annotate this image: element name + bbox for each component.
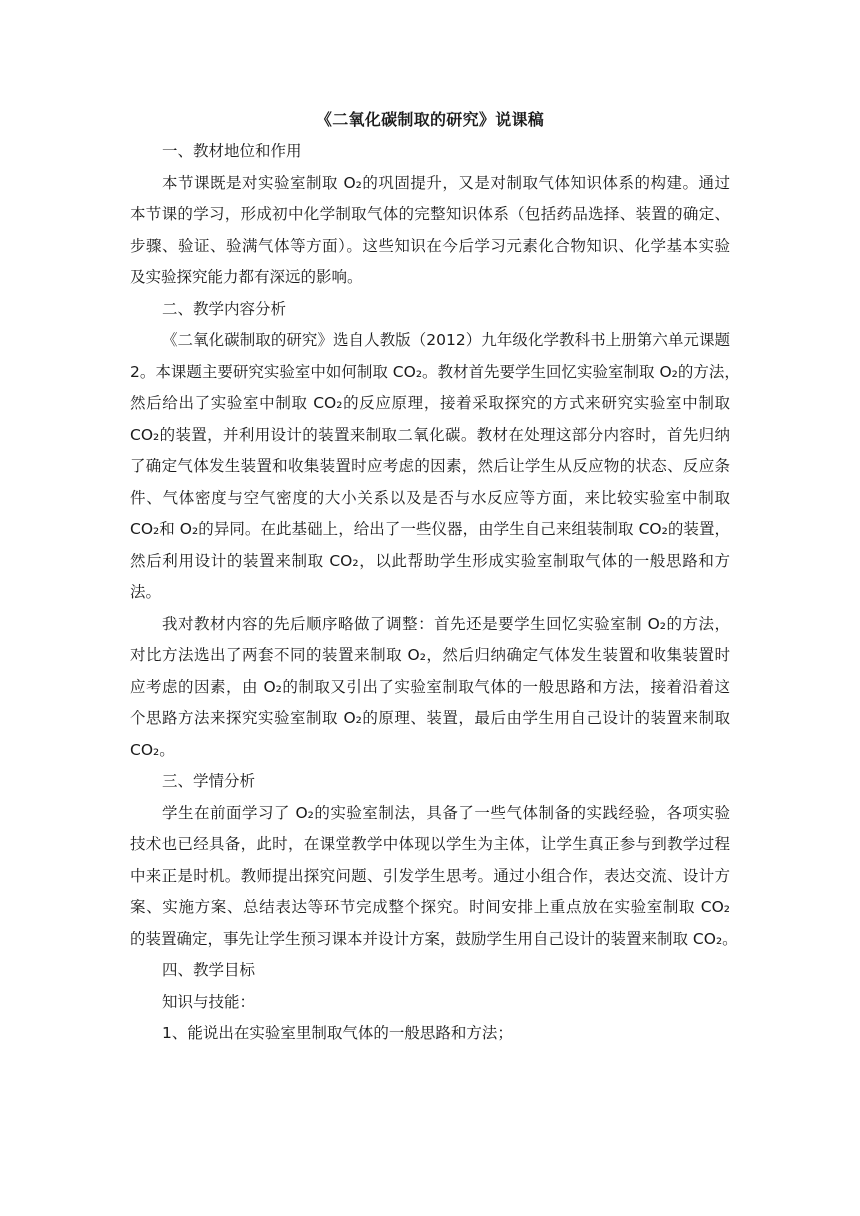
paragraph-line: CO₂和 O₂的异同。在此基础上，给出了一些仪器，由学生自己来组装制取 CO₂的装置， (130, 520, 730, 538)
paragraph-line: 步骤、验证、验满气体等方面）。这些知识在今后学习元素化合物知识、化学基本实验 (130, 236, 730, 255)
section-heading: 四、教学目标 (162, 961, 256, 979)
paragraph-line: 2。本课题主要研究实验室中如何制取 CO₂。教材首先要学生回忆实验室制取 O₂的方法， (130, 362, 740, 381)
paragraph-line: 《二氧化碳制取的研究》选自人教版（2012）九年级化学教科书上册第六单元课题 (162, 331, 730, 349)
paragraph-line: 然后利用设计的装置来制取 CO₂，以此帮助学生形成实验室制取气体的一般思路和方 (130, 551, 730, 570)
section-heading: 二、教学内容分析 (162, 299, 287, 318)
document-paragraphs (130, 136, 740, 1050)
paragraph-line: 的装置确定，事先让学生预习课本并设计方案，鼓励学生用自己设计的装置来制取 CO₂。 (130, 929, 738, 948)
paragraph-line: 本节课的学习，形成初中化学制取气体的完整知识体系（包括药品选择、装置的确定、 (130, 205, 730, 223)
document-title: 《二氧化碳制取的研究》说课稿 (315, 110, 545, 129)
document-body (130, 108, 740, 1050)
section-heading: 知识与技能： (162, 992, 256, 1011)
section-heading: 1、能说出在实验室里制取气体的一般思路和方法； (162, 1024, 513, 1042)
paragraph-line: 案、实施方案、总结表达等环节完成整个探究。时间安排上重点放在实验室制取 CO₂ (130, 898, 730, 916)
paragraph-line: 应考虑的因素，由 O₂的制取又引出了实验室制取气体的一般思路和方法，接着沿着这 (130, 677, 730, 696)
section-heading: 三、学情分析 (162, 772, 256, 790)
paragraph-line: 学生在前面学习了 O₂的实验室制法，具备了一些气体制备的实践经验，各项实验 (162, 803, 730, 822)
paragraph-line: 件、气体密度与空气密度的大小关系以及是否与水反应等方面，来比较实验室中制取 (130, 488, 730, 507)
paragraph-line: 及实验探究能力都有深远的影响。 (130, 268, 363, 286)
paragraph-line: CO₂的装置，并利用设计的装置来制取二氧化碳。教材在处理这部分内容时，首先归纳 (130, 425, 730, 444)
paragraph-line: 本节课既是对实验室制取 O₂的巩固提升，又是对制取气体知识体系的构建。通过 (162, 173, 730, 192)
paragraph-line: 技术也已经具备，此时，在课堂教学中体现以学生为主体，让学生真正参与到教学过程 (130, 835, 730, 853)
paragraph-line: 然后给出了实验室中制取 CO₂的反应原理，接着采取探究的方式来研究实验室中制取 (130, 394, 730, 412)
paragraph-line: 我对教材内容的先后顺序略做了调整：首先还是要学生回忆实验室制 O₂的方法， (162, 614, 730, 633)
paragraph-line: 法。 (130, 583, 162, 601)
section-heading: 一、教材地位和作用 (162, 142, 302, 160)
paragraph-line: 了确定气体发生装置和收集装置时应考虑的因素，然后让学生从反应物的状态、反应条 (130, 457, 730, 475)
paragraph-line: 对比方法选出了两套不同的装置来制取 O₂，然后归纳确定气体发生装置和收集装置时 (130, 646, 730, 664)
paragraph-line: 个思路方法来探究实验室制取 O₂的原理、装置，最后由学生用自己设计的装置来制取 (130, 709, 730, 727)
paragraph-line: 中来正是时机。教师提出探究问题、引发学生思考。通过小组合作，表达交流、设计方 (130, 866, 730, 885)
paragraph-line: CO₂。 (130, 740, 175, 759)
